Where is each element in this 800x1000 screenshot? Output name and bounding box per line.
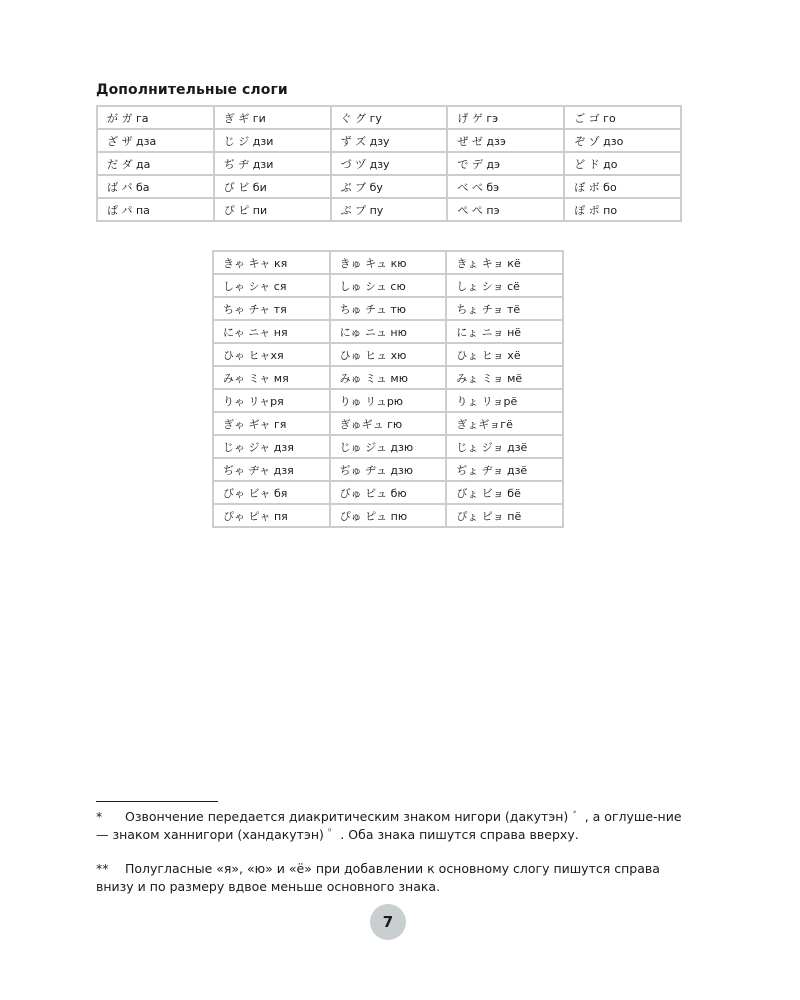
- table-row: [213, 274, 563, 297]
- table-cell: しゅ シュ сю: [330, 274, 447, 297]
- table-row: [97, 129, 681, 152]
- table-row: [213, 504, 563, 527]
- footnote-1: [96, 808, 686, 844]
- table-row: [213, 435, 563, 458]
- table-cell: だ ダ да: [97, 152, 214, 175]
- table-row: [213, 481, 563, 504]
- table-cell: ご ゴ го: [564, 106, 681, 129]
- footnote-text: Озвончение передается диакритическим знаком нигори (дакутэн) ゛, а оглуше-ние — знаком ханнигори (хандакутэн) ゜. Оба знака пишутся справа вверху.: [96, 809, 682, 842]
- table-cell: ぷ プ пу: [331, 198, 448, 221]
- table-cell: しゃ シャ ся: [213, 274, 330, 297]
- table-cell: づ ヅ дзу: [331, 152, 448, 175]
- table-cell: ぎょギョгё: [446, 412, 563, 435]
- table-row: [97, 152, 681, 175]
- table-cell: びゅ ビュ бю: [330, 481, 447, 504]
- footnote-marker: **: [96, 861, 109, 876]
- table-cell: りゃ リャря: [213, 389, 330, 412]
- table-cell: げ ゲ гэ: [447, 106, 564, 129]
- combined-syllables-table: [212, 250, 564, 528]
- table-row: [213, 320, 563, 343]
- table-cell: ぱ パ па: [97, 198, 214, 221]
- page-number: 7: [370, 904, 406, 940]
- table-cell: みょ ミョ мё: [446, 366, 563, 389]
- table-cell: ひゅ ヒュ хю: [330, 343, 447, 366]
- table-cell: ちゃ チャ тя: [213, 297, 330, 320]
- table-cell: ば バ ба: [97, 175, 214, 198]
- table-row: [97, 175, 681, 198]
- table-cell: ぶ ブ бу: [331, 175, 448, 198]
- table-cell: が ガ га: [97, 106, 214, 129]
- table-cell: じゅ ジュ дзю: [330, 435, 447, 458]
- table-cell: きょ キョ кё: [446, 251, 563, 274]
- table-cell: りゅ リュрю: [330, 389, 447, 412]
- table-row: [213, 366, 563, 389]
- table-cell: ぢ ヂ дзи: [214, 152, 331, 175]
- table-cell: ぺ ぺ пэ: [447, 198, 564, 221]
- table-cell: ぴょ ピョ пё: [446, 504, 563, 527]
- table-cell: ひょ ヒョ хё: [446, 343, 563, 366]
- section-heading: Дополнительные слоги: [96, 82, 288, 98]
- footnote-text: Полугласные «я», «ю» и «ё» при добавлении к основному слогу пишутся справа внизу и по размеру вдвое меньше основного знака.: [96, 861, 660, 894]
- table-cell: ぐ グ гу: [331, 106, 448, 129]
- table-cell: ちょ チョ тё: [446, 297, 563, 320]
- table-cell: ぼ ボ бо: [564, 175, 681, 198]
- table-cell: しょ ショ сё: [446, 274, 563, 297]
- table-cell: じゃ ジャ дзя: [213, 435, 330, 458]
- table-cell: ざ ザ дза: [97, 129, 214, 152]
- table-cell: で デ дэ: [447, 152, 564, 175]
- table-row: [97, 106, 681, 129]
- table-cell: にゃ ニャ ня: [213, 320, 330, 343]
- table-cell: ぢゅ ヂュ дзю: [330, 458, 447, 481]
- table-cell: ぢょ ヂョ дзё: [446, 458, 563, 481]
- table-cell: ど ド до: [564, 152, 681, 175]
- table-cell: ひゃ ヒャхя: [213, 343, 330, 366]
- table-cell: ぎゅギュ гю: [330, 412, 447, 435]
- table-cell: び ビ би: [214, 175, 331, 198]
- table-cell: びょ ビョ бё: [446, 481, 563, 504]
- table-row: [213, 458, 563, 481]
- table-cell: ぴゃ ピャ пя: [213, 504, 330, 527]
- footnote-marker: *: [96, 809, 103, 824]
- table-cell: ず ズ дзу: [331, 129, 448, 152]
- table-cell: ぽ ポ по: [564, 198, 681, 221]
- table-cell: ぴゅ ピュ пю: [330, 504, 447, 527]
- table-cell: ぢゃ ヂャ дзя: [213, 458, 330, 481]
- table-row: [213, 343, 563, 366]
- table-cell: ぜ ゼ дзэ: [447, 129, 564, 152]
- table-cell: みゅ ミュ мю: [330, 366, 447, 389]
- table-row: [213, 389, 563, 412]
- table-cell: じょ ジョ дзё: [446, 435, 563, 458]
- voiced-syllables-table: [96, 105, 682, 222]
- table-cell: にゅ ニュ ню: [330, 320, 447, 343]
- table-cell: みゃ ミャ мя: [213, 366, 330, 389]
- table-cell: ぎゃ ギャ гя: [213, 412, 330, 435]
- table-cell: りょ リョрё: [446, 389, 563, 412]
- footnote-divider: [96, 801, 218, 802]
- table-cell: ぎ ギ ги: [214, 106, 331, 129]
- table-cell: べ べ бэ: [447, 175, 564, 198]
- footnote-2: [96, 860, 686, 896]
- table-cell: びゃ ビャ бя: [213, 481, 330, 504]
- table-row: [213, 412, 563, 435]
- table-cell: ちゅ チュ тю: [330, 297, 447, 320]
- table-row: [213, 251, 563, 274]
- table-row: [213, 297, 563, 320]
- table-cell: ぞ ゾ дзо: [564, 129, 681, 152]
- table-cell: ぴ ピ пи: [214, 198, 331, 221]
- table-row: [97, 198, 681, 221]
- table-cell: じ ジ дзи: [214, 129, 331, 152]
- table-cell: にょ ニョ нё: [446, 320, 563, 343]
- table-cell: きゅ キュ кю: [330, 251, 447, 274]
- table-cell: きゃ キャ кя: [213, 251, 330, 274]
